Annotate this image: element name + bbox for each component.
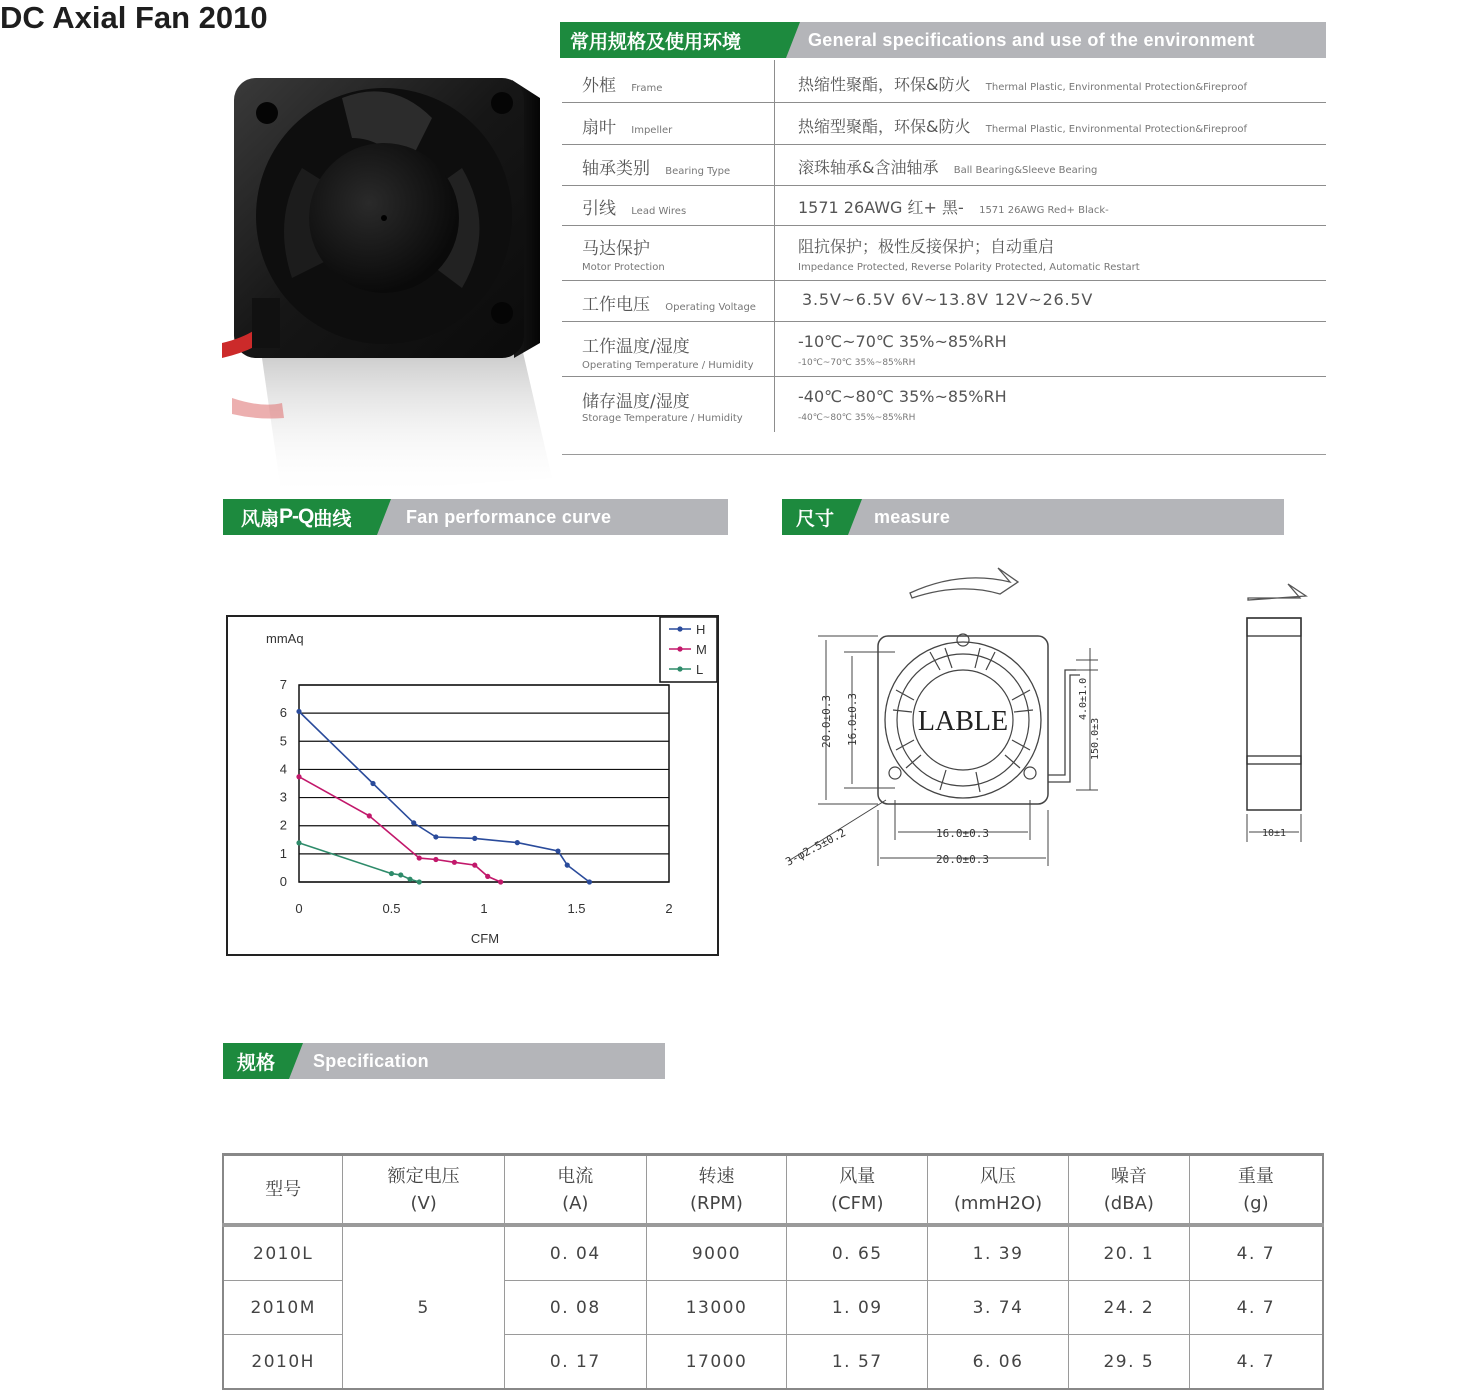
spec-value-en: 1571 26AWG Red+ Black- [979,205,1109,216]
spec-value-en: Ball Bearing&Sleeve Bearing [953,165,1098,176]
legend-marker [677,666,682,671]
x-tick-label: 1 [480,901,488,916]
cell-weight: 4. 7 [1189,1335,1323,1390]
spec-label-en: Operating Voltage [665,302,756,313]
spec-label-cn: 工作电压 [582,295,650,315]
y-tick-label: 0 [279,874,287,889]
chart-series [296,709,592,885]
spec-label-cn: 马达保护 [582,239,650,259]
cell-model: 2010L [223,1225,343,1281]
data-point-L [296,840,301,845]
data-point-L [398,872,403,877]
spec-label-en: Frame [631,83,663,94]
data-point-M [296,774,301,779]
measure-banner-cn: 尺寸 [796,507,835,530]
spec-row [562,322,1326,377]
legend-label: L [696,662,704,677]
spec-row [562,377,1326,455]
fan-label-text: LABLE [917,706,1009,737]
general-specs-banner-cn: 常用规格及使用环境 [570,30,742,53]
dim-hole-diameter: 3-φ2.5±0.2 [783,826,848,869]
data-point-M [417,855,422,860]
spec-value-en: -40℃~80℃ 35%~85%RH [798,413,916,423]
cell-current: 0. 17 [504,1335,646,1390]
dim-thickness: 10±1 [1261,828,1287,839]
x-tick-label: 2 [665,901,673,916]
data-point-L [417,879,422,884]
cell-weight: 4. 7 [1189,1225,1323,1281]
chart-legend [660,617,717,682]
data-point-M [498,879,503,884]
spec-value-en: -10℃~70℃ 35%~85%RH [798,358,916,368]
spec-label-cn: 轴承类别 [582,159,650,179]
data-point-M [452,860,457,865]
spec-label-en: Lead Wires [631,206,687,217]
pq-cn-bold: P-Q [279,505,314,528]
spec-value-cn: 阻抗保护；极性反接保护；自动重启 [798,237,1055,256]
spec-value-cn: 1571 26AWG 红+ 黑- [798,198,964,217]
data-point-H [587,879,592,884]
spec-label-en: Motor Protection [582,262,665,273]
data-point-H [565,863,570,868]
table-row [223,1225,1323,1281]
cell-model: 2010H [223,1335,343,1390]
measure-banner [782,499,1284,535]
header-airflow: 风量 (CFM) [787,1155,928,1226]
header-voltage: 额定电压 (V) [343,1155,505,1226]
dim-overall-height: 20.0±0.3 [820,695,833,748]
data-point-L [389,871,394,876]
cell-voltage: 5 [343,1225,505,1389]
data-point-H [472,836,477,841]
dim-hole-height: 16.0±0.3 [846,693,859,746]
x-tick-label: 1.5 [567,901,586,916]
plot-area [299,685,669,882]
cell-noise: 20. 1 [1068,1225,1189,1281]
specification-banner [223,1043,665,1079]
specification-banner-en: Specification [313,1050,429,1071]
data-point-H [555,848,560,853]
data-point-H [296,709,301,714]
dim-hole-width: 16.0±0.3 [936,827,989,840]
measure-banner-en: measure [874,506,951,527]
cell-rpm: 17000 [646,1335,787,1390]
page-title: DC Axial Fan 2010 [0,0,268,35]
general-specs-banner-en: General specifications and use of the environment [808,29,1255,50]
spec-value-cn: 3.5V~6.5V 6V~13.8V 12V~26.5V [802,290,1094,309]
specification-table [222,1153,1324,1390]
legend-label: H [696,622,706,637]
cell-pressure: 6. 06 [928,1335,1069,1390]
spec-row [562,226,1326,281]
legend-marker [677,646,682,651]
spec-value-cn: 热缩型聚酯，环保&防火 [798,117,971,136]
cell-noise: 29. 5 [1068,1335,1189,1390]
legend-label: M [696,642,707,657]
data-point-M [433,857,438,862]
spec-row [562,103,1326,145]
specification-banner-cn: 规格 [237,1051,276,1074]
series-line-M [299,777,501,882]
header-model: 型号 [223,1155,343,1226]
spec-row [562,186,1326,226]
pq-chart-svg [228,617,717,954]
cell-cfm: 0. 65 [787,1225,928,1281]
header-speed: 转速 (RPM) [646,1155,787,1226]
spec-label-cn: 引线 [582,199,616,219]
pq-curve-banner-en: Fan performance curve [406,506,612,527]
dim-overall-width: 20.0±0.3 [936,853,989,866]
cell-rpm: 13000 [646,1281,787,1335]
spec-value-cn: -10℃~70℃ 35%~85%RH [798,332,1007,351]
cell-pressure: 3. 74 [928,1281,1069,1335]
pq-curve-banner-cn [241,499,351,535]
cell-weight: 4. 7 [1189,1281,1323,1335]
fan-side-view [1247,618,1301,810]
spec-label-en: Operating Temperature / Humidity [582,360,754,371]
chart-ylabel: mmAq [266,631,304,646]
cell-current: 0. 04 [504,1225,646,1281]
general-specs-banner [560,22,1326,58]
dim-wire-a: 4.0±1.0 [1078,677,1089,720]
y-tick-label: 3 [279,789,287,805]
data-point-H [515,840,520,845]
data-point-M [367,813,372,818]
spec-value-cn: 滚珠轴承&含油轴承 [798,158,939,177]
spec-row [562,145,1326,186]
series-line-H [299,712,589,883]
chart-grid [299,685,669,882]
pq-curve-banner [223,499,728,535]
cell-cfm: 1. 09 [787,1281,928,1335]
y-tick-label: 5 [279,733,287,749]
spec-label-en: Bearing Type [665,166,731,177]
pq-chart [226,615,719,956]
spec-label-cn: 扇叶 [582,118,616,138]
rotation-arrow-icon [910,568,1018,598]
spec-label-en: Storage Temperature / Humidity [582,413,743,424]
table-header-row [223,1155,1323,1226]
spec-value-en: Thermal Plastic, Environmental Protection&Fireproof [985,82,1247,93]
x-tick-label: 0.5 [382,901,401,916]
x-tick-label: 0 [295,901,303,916]
header-pressure: 风压 (mmH2O) [928,1155,1069,1226]
spec-value-cn: 热缩性聚酯，环保&防火 [798,75,971,94]
pq-cn-pre: 风扇 [241,507,280,530]
spec-label-cn: 外框 [582,76,616,96]
measure-drawing [780,560,1320,880]
header-noise: 噪音 (dBA) [1068,1155,1189,1226]
cell-cfm: 1. 57 [787,1335,928,1390]
data-point-M [472,863,477,868]
y-tick-label: 7 [279,677,287,692]
spec-value-cn: -40℃~80℃ 35%~85%RH [798,387,1007,406]
airflow-arrow-icon [1248,584,1306,600]
fan-product-image [222,58,558,498]
cell-noise: 24. 2 [1068,1281,1189,1335]
spec-value-en: Impedance Protected, Reverse Polarity Protected, Automatic Restart [798,262,1140,273]
data-point-H [370,781,375,786]
spec-value-en: Thermal Plastic, Environmental Protection&Fireproof [985,124,1247,135]
cell-current: 0. 08 [504,1281,646,1335]
chart-xlabel: CFM [470,931,500,946]
spec-label-en: Impeller [631,125,673,136]
data-point-H [411,820,416,825]
y-tick-label: 4 [279,761,287,777]
pq-cn-post: 曲线 [313,507,352,530]
y-tick-label: 6 [279,705,287,721]
cell-model: 2010M [223,1281,343,1335]
spec-label-cn: 储存温度/湿度 [582,392,690,412]
y-tick-label: 1 [279,845,287,861]
cell-rpm: 9000 [646,1225,787,1281]
dim-wire-b: 150.0±3 [1090,717,1101,760]
spec-label-cn: 工作温度/湿度 [582,337,690,357]
y-tick-label: 2 [279,817,287,833]
legend-marker [677,626,682,631]
header-current: 电流 (A) [504,1155,646,1226]
cell-pressure: 1. 39 [928,1225,1069,1281]
header-weight: 重量 (g) [1189,1155,1323,1226]
data-point-H [433,834,438,839]
data-point-M [485,874,490,879]
spec-row [562,281,1326,322]
spec-row [562,60,1326,103]
data-point-L [407,877,412,882]
